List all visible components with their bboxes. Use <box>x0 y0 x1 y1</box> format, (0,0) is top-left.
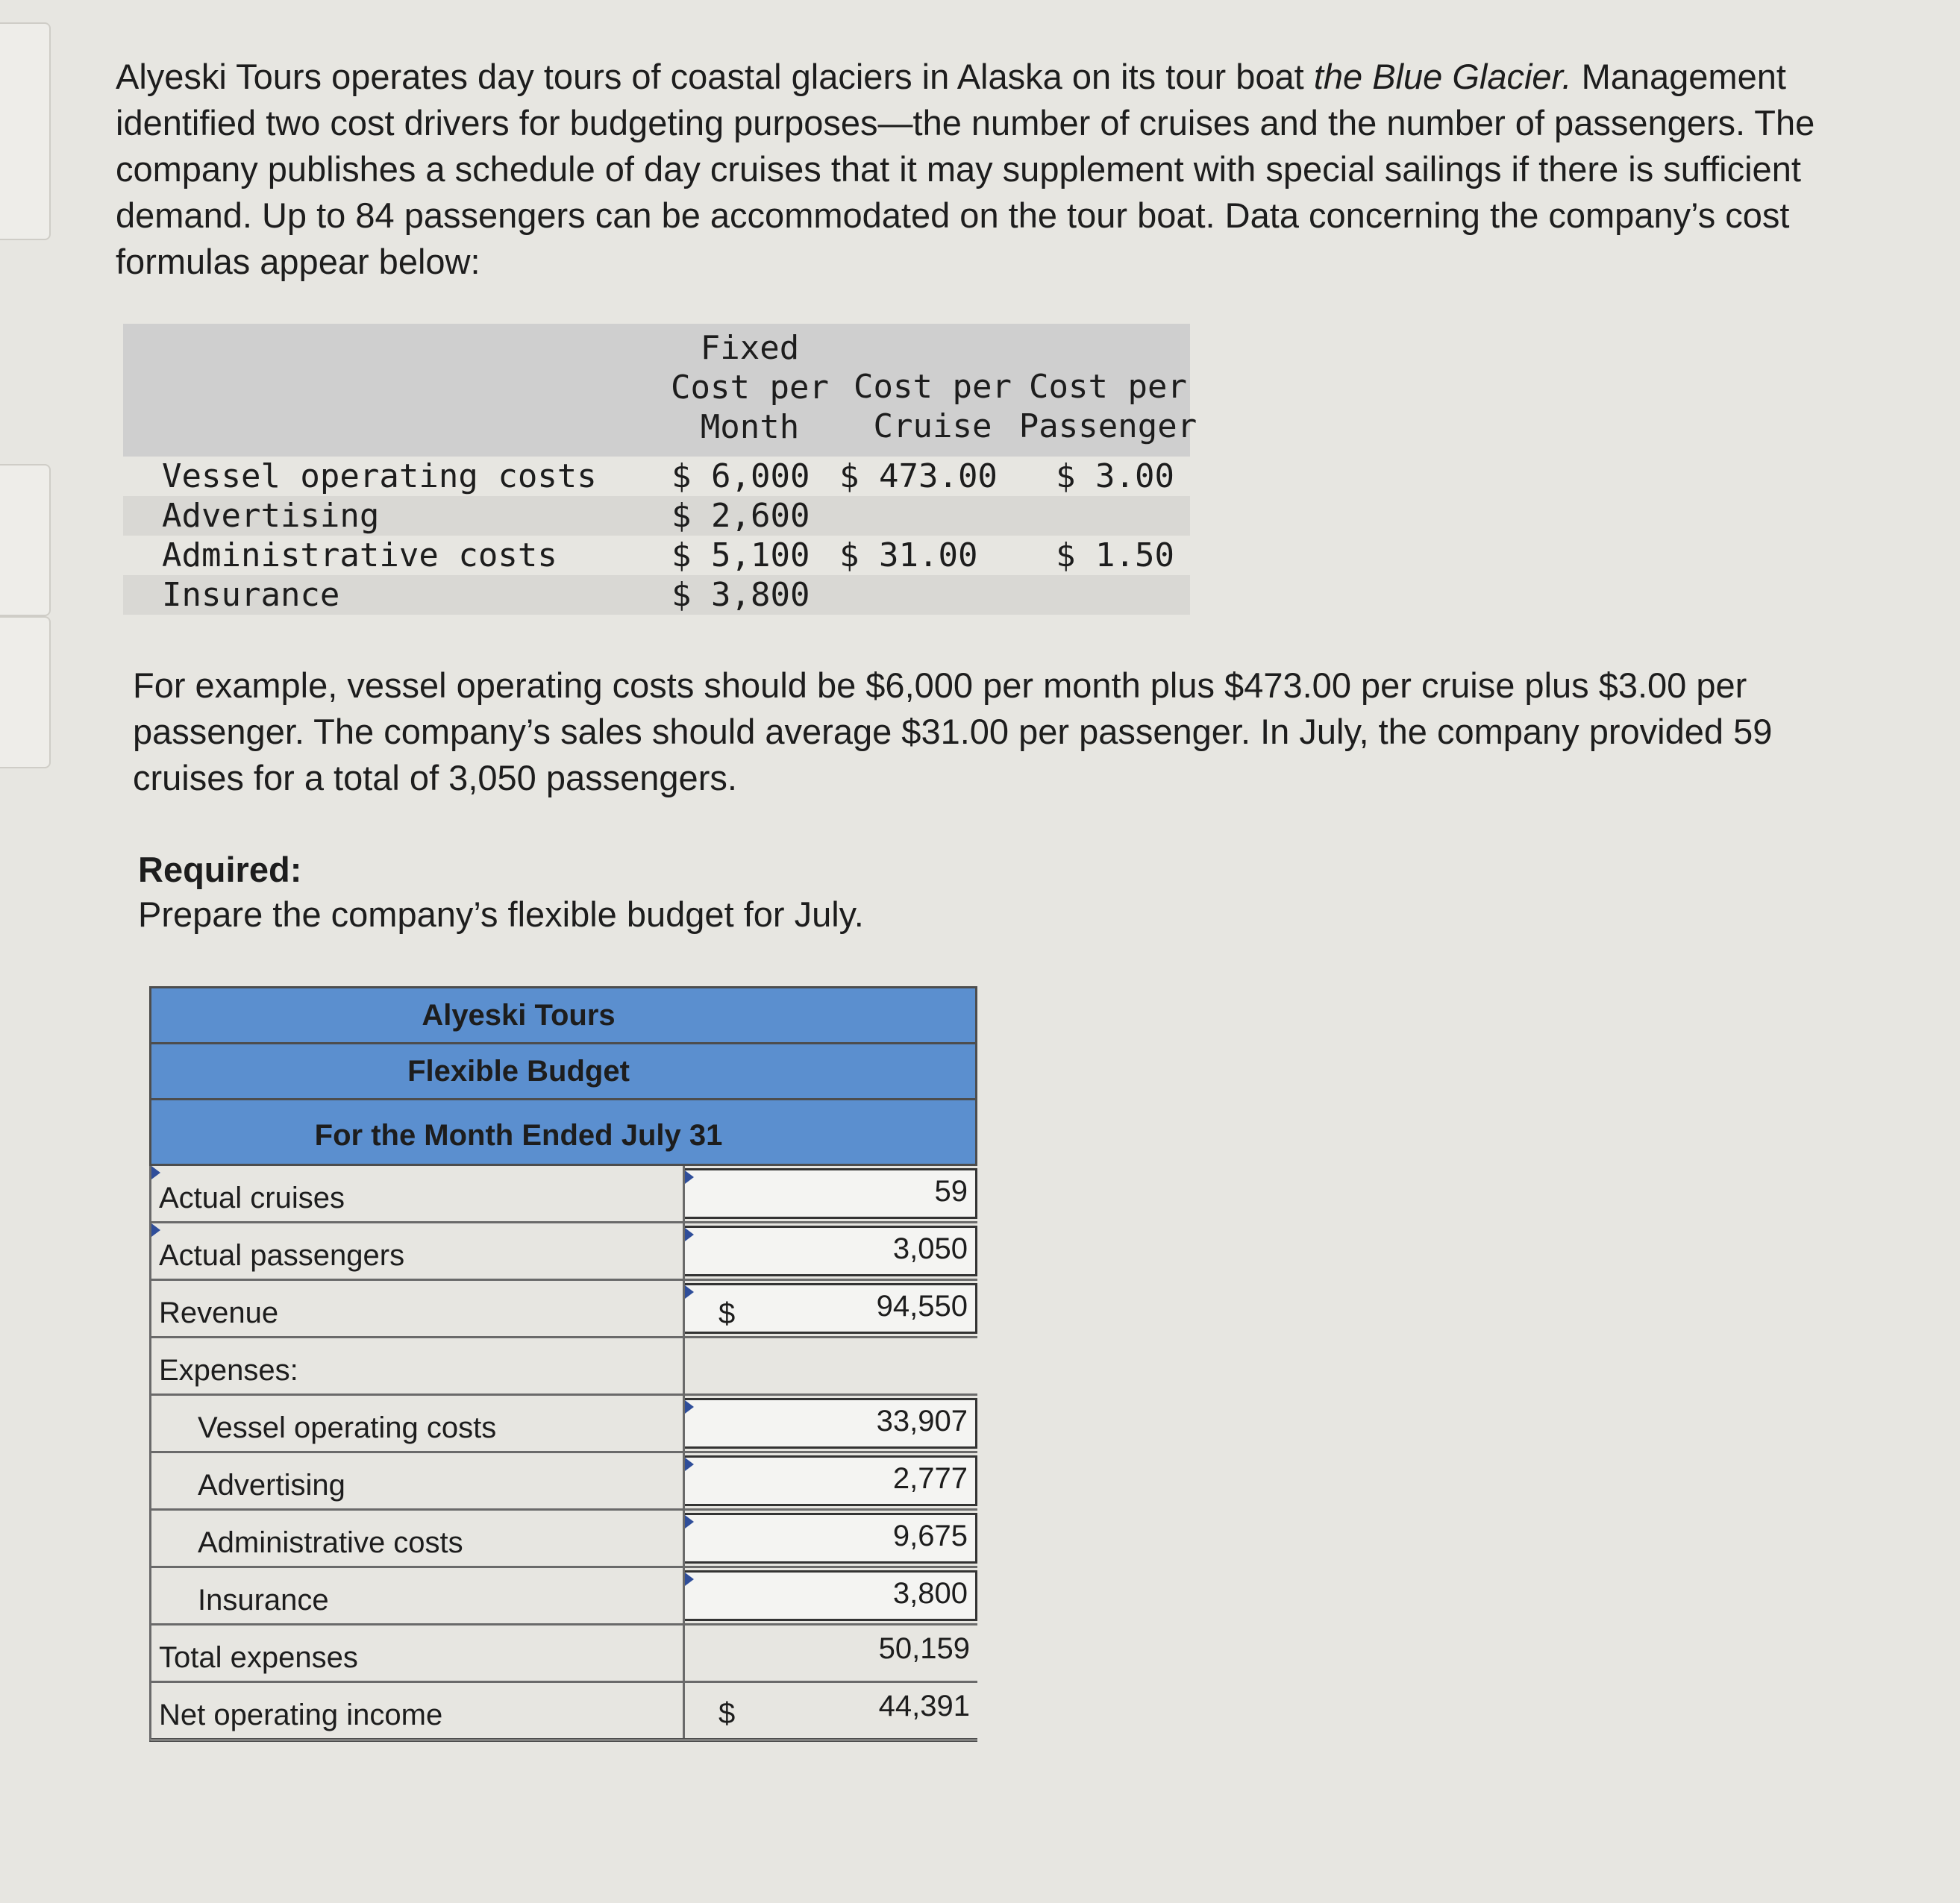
flexible-budget <box>149 986 977 1742</box>
row-total-expenses <box>149 1625 977 1683</box>
side-panel-tab <box>0 464 51 616</box>
row-label <box>151 1396 685 1451</box>
label-text: Advertising <box>198 1469 345 1502</box>
label-text: Actual cruises <box>159 1182 345 1214</box>
row-actual-passengers <box>149 1223 977 1281</box>
label-text: Vessel operating costs <box>198 1411 497 1444</box>
value-text: 3,050 <box>892 1232 968 1265</box>
marker-icon <box>685 1285 694 1299</box>
label-text: Administrative costs <box>198 1526 463 1559</box>
row-revenue <box>149 1281 977 1338</box>
vessel-costs-input[interactable] <box>685 1398 977 1449</box>
budget-period: For the Month Ended July 31 <box>151 1100 975 1166</box>
row-label <box>151 1683 685 1738</box>
required-title: Required: <box>138 850 302 889</box>
marker-icon <box>685 1573 694 1586</box>
marker-icon <box>685 1170 694 1184</box>
label-text: Total expenses <box>159 1641 358 1674</box>
cost-row-administrative <box>123 536 1190 575</box>
value-text: 9,675 <box>892 1520 968 1552</box>
budget-title: Flexible Budget <box>151 1044 975 1100</box>
currency-symbol: $ <box>718 1297 736 1330</box>
cost-fixed: $ 3,800 <box>671 576 810 614</box>
empty-cell <box>685 1341 977 1391</box>
row-label <box>151 1568 685 1623</box>
boat-name: the Blue Glacier. <box>1313 57 1572 96</box>
net-income-value <box>685 1685 977 1736</box>
cost-table-header <box>123 324 1197 457</box>
row-administrative <box>149 1511 977 1568</box>
cost-fixed: $ 5,100 <box>671 536 810 574</box>
row-insurance <box>149 1568 977 1625</box>
budget-company: Alyeski Tours <box>151 988 975 1044</box>
side-panel-tab <box>0 22 51 240</box>
value-text: 2,777 <box>892 1462 968 1495</box>
example-paragraph: For example, vessel operating costs should be $6,000 per month plus $473.00 per cruise plus $3.00 per passenger. The company’s sales should average $31.00 per passenger. In July, the company provided 59 cruises for a total of 3,050 passengers. <box>133 665 1773 797</box>
cost-label: Advertising <box>162 497 380 535</box>
cost-cruise: $ 31.00 <box>839 536 978 574</box>
row-net-income <box>149 1683 977 1742</box>
label-text: Expenses: <box>159 1354 298 1387</box>
budget-header <box>149 986 977 1166</box>
marker-icon <box>151 1223 160 1237</box>
revenue-input[interactable] <box>685 1283 977 1334</box>
currency-symbol: $ <box>718 1697 736 1730</box>
administrative-input[interactable] <box>685 1513 977 1564</box>
cost-label: Vessel operating costs <box>162 457 597 495</box>
header-passenger: Cost per Passenger <box>1018 368 1197 445</box>
cost-label: Insurance <box>162 576 340 614</box>
cost-passenger: $ 3.00 <box>1056 457 1174 495</box>
cost-passenger: $ 1.50 <box>1056 536 1174 574</box>
cost-row-vessel <box>123 457 1190 496</box>
cost-label: Administrative costs <box>162 536 557 574</box>
cost-fixed: $ 2,600 <box>671 497 810 535</box>
side-panel-tab <box>0 616 51 768</box>
cost-fixed: $ 6,000 <box>671 457 810 495</box>
header-cruise: Cost per Cruise <box>854 368 1012 445</box>
insurance-input[interactable] <box>685 1570 977 1621</box>
row-label <box>151 1625 685 1681</box>
row-label <box>151 1166 685 1221</box>
actual-passengers-input[interactable] <box>685 1226 977 1276</box>
marker-icon <box>685 1228 694 1241</box>
label-text: Insurance <box>198 1584 329 1617</box>
header-fixed: Fixed Cost per Month <box>671 329 829 446</box>
value-text: 59 <box>934 1175 968 1208</box>
marker-icon <box>685 1458 694 1471</box>
row-vessel <box>149 1396 977 1453</box>
row-expenses-header <box>149 1338 977 1396</box>
row-label <box>151 1281 685 1336</box>
value-text: 33,907 <box>876 1405 968 1438</box>
cost-row-insurance <box>123 575 1190 615</box>
value-text: 3,800 <box>892 1577 968 1610</box>
marker-icon <box>685 1515 694 1529</box>
value-text: 44,391 <box>878 1690 970 1722</box>
advertising-input[interactable] <box>685 1455 977 1506</box>
cost-formula-table <box>123 324 1197 615</box>
marker-icon <box>151 1166 160 1179</box>
intro-text-start: Alyeski Tours operates day tours of coastal glaciers in Alaska on its tour boat <box>116 57 1314 96</box>
actual-cruises-input[interactable] <box>685 1168 977 1219</box>
marker-icon <box>685 1400 694 1414</box>
value-text: 50,159 <box>878 1632 970 1665</box>
intro-text-end: Management identified two cost drivers for budgeting purposes—the number of cruises and the number of passengers. The company publishes a schedule of day cruises that it may supplement with special sailings if there is sufficient demand. Up to 84 passengers can be accommodated on the tour boat. Data concerning the company’s cost formulas appear below: <box>116 57 1815 281</box>
row-label <box>151 1453 685 1508</box>
total-expenses-value <box>685 1628 977 1678</box>
label-text: Revenue <box>159 1297 279 1329</box>
row-label <box>151 1511 685 1566</box>
required-text: Prepare the company’s flexible budget for July. <box>138 894 864 934</box>
row-actual-cruises <box>149 1166 977 1223</box>
cost-cruise: $ 473.00 <box>839 457 998 495</box>
row-label <box>151 1223 685 1279</box>
intro-paragraph <box>116 54 1854 285</box>
row-advertising <box>149 1453 977 1511</box>
cost-row-advertising <box>123 496 1190 536</box>
label-text: Actual passengers <box>159 1239 405 1272</box>
row-label <box>151 1338 685 1393</box>
value-text: 94,550 <box>876 1290 968 1323</box>
label-text: Net operating income <box>159 1699 443 1731</box>
